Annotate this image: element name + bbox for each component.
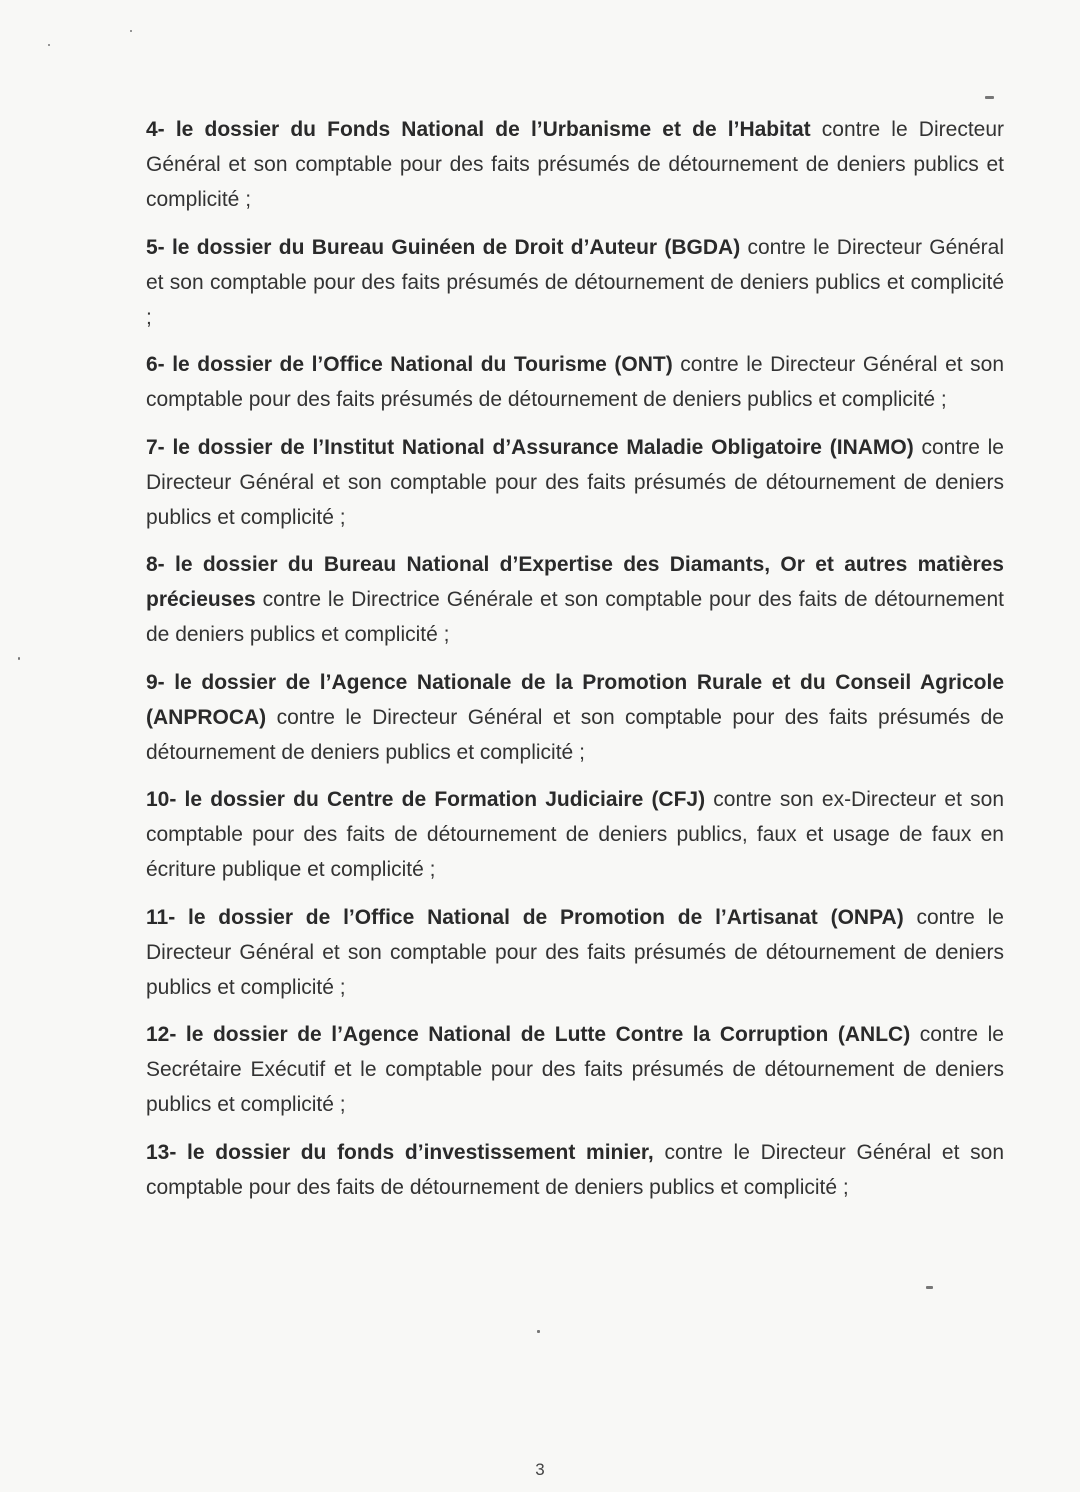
list-item: [146, 347, 1004, 417]
item-text: contre le Directeur Général et son comptable pour des faits présumés de détournement de deniers publics et complicité ;: [146, 435, 1004, 529]
scan-speck: [926, 1286, 933, 1289]
item-text: contre le Secrétaire Exécutif et le comptable pour des faits présumés de détournement de deniers publics et complicité ;: [146, 1023, 1004, 1116]
item-heading: 5- le dossier du Bureau Guinéen de Droit d’Auteur (BGDA): [146, 235, 741, 259]
list-item: [146, 547, 1004, 652]
item-heading: 7- le dossier de l’Institut National d’Assurance Maladie Obligatoire (INAMO): [146, 435, 914, 459]
item-text: contre le Directeur Général et son comptable pour des faits de détournement de deniers publics et complicité ;: [146, 1140, 1004, 1199]
scan-speck: [985, 96, 994, 99]
item-text: contre le Directeur Général et son comptable pour des faits présumés de détournement de deniers publics et complicité ;: [146, 353, 1004, 411]
item-text: contre son ex-Directeur et son comptable pour des faits de détournement de deniers publics, faux et usage de faux en écriture publique et complicité ;: [146, 788, 1004, 881]
document-body: [146, 112, 1004, 1217]
item-heading: 13- le dossier du fonds d’investissement minier,: [146, 1140, 654, 1164]
item-text: contre le Directrice Générale et son comptable pour des faits de détournement de deniers publics et complicité ;: [146, 588, 1004, 646]
item-heading: 6- le dossier de l’Office National du Tourisme (ONT): [146, 353, 673, 376]
item-heading: 11- le dossier de l’Office National de Promotion de l’Artisanat (ONPA): [146, 905, 904, 929]
list-item: [146, 230, 1004, 335]
list-item: [146, 430, 1004, 535]
list-item: [146, 782, 1004, 887]
item-text: contre le Directeur Général et son comptable pour des faits présumés de détournement de deniers publics et complicité ;: [146, 118, 1004, 211]
list-item: [146, 112, 1004, 217]
list-item: [146, 900, 1004, 1005]
item-text: contre le Directeur Général et son comptable pour des faits présumés de détournement de deniers publics et complicité ;: [146, 235, 1004, 329]
item-text: contre le Directeur Général et son comptable pour des faits présumés de détournement de deniers publics et complicité ;: [146, 705, 1004, 764]
scan-speck: [18, 657, 20, 660]
item-heading: 12- le dossier de l’Agence National de Lutte Contre la Corruption (ANLC): [146, 1023, 911, 1046]
item-heading: 8- le dossier du Bureau National d’Expertise des Diamants, Or et autres matières précieuses: [146, 553, 1004, 611]
item-heading: 4- le dossier du Fonds National de l’Urbanisme et de l’Habitat: [146, 118, 811, 141]
list-item: [146, 665, 1004, 770]
scan-speck: [48, 44, 50, 46]
item-heading: 10- le dossier du Centre de Formation Judiciaire (CFJ): [146, 788, 706, 811]
list-item: [146, 1017, 1004, 1122]
item-heading: 9- le dossier de l’Agence Nationale de la Promotion Rurale et du Conseil Agricole (ANPROCA): [146, 670, 1004, 729]
item-text: contre le Directeur Général et son comptable pour des faits présumés de détournement de deniers publics et complicité ;: [146, 905, 1004, 999]
list-item: [146, 1135, 1004, 1205]
scan-speck: [537, 1330, 540, 1333]
page-number: 3: [535, 1460, 545, 1479]
scan-speck: [130, 30, 132, 32]
